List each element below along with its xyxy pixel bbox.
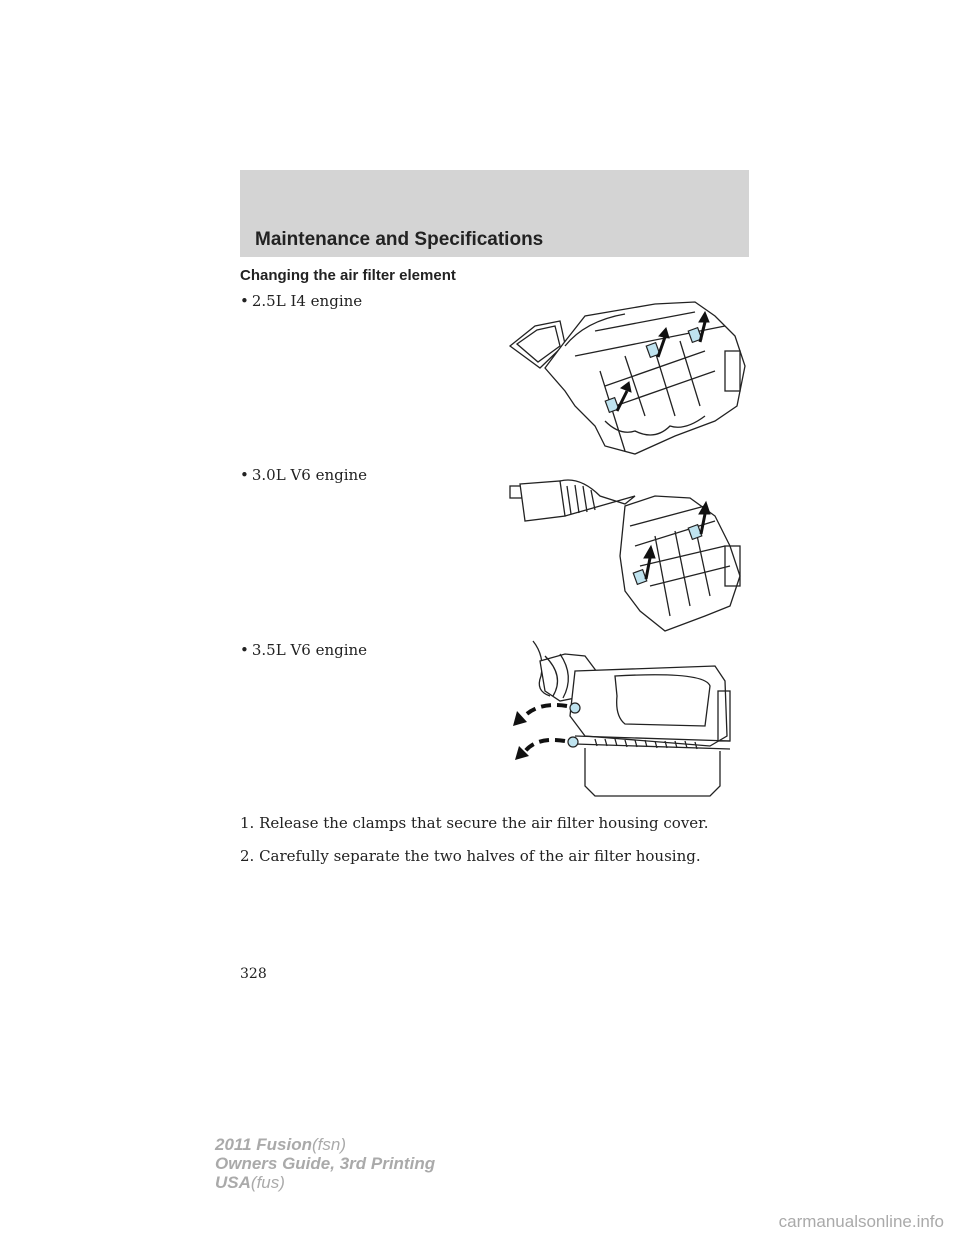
air-filter-housing-3-0l-illustration xyxy=(505,476,755,636)
bullet-label: 3.5L V6 engine xyxy=(251,641,368,659)
footer-line-2 xyxy=(215,1155,435,1173)
footer-line-1 xyxy=(215,1136,346,1154)
bullet-symbol: • xyxy=(240,292,249,310)
bullet-label: 2.5L I4 engine xyxy=(251,292,363,310)
footer-model: 2011 Fusion xyxy=(215,1135,312,1154)
footer-guide: Owners Guide, 3rd Printing xyxy=(215,1154,436,1173)
instruction-step: 2. Carefully separate the two halves of the air filter housing. xyxy=(240,847,701,865)
bullet-item xyxy=(240,292,362,310)
bullet-label: 3.0L V6 engine xyxy=(251,466,368,484)
footer-model-code: (fsn) xyxy=(312,1135,346,1154)
bullet-symbol: • xyxy=(240,466,249,484)
footer-region: USA xyxy=(215,1173,251,1192)
air-filter-housing-3-5l-illustration xyxy=(505,636,755,806)
bullet-symbol: • xyxy=(240,641,249,659)
footer-region-code: (fus) xyxy=(250,1173,285,1192)
section-title: Maintenance and Specifications xyxy=(255,229,544,250)
footer-line-3 xyxy=(215,1174,285,1192)
instruction-step: 1. Release the clamps that secure the air filter housing cover. xyxy=(240,814,709,832)
subheading: Changing the air filter element xyxy=(240,267,456,284)
air-filter-housing-2-5l-illustration xyxy=(505,296,755,458)
watermark: carmanualsonline.info xyxy=(778,1212,944,1231)
bullet-item xyxy=(240,466,367,484)
page-number: 328 xyxy=(240,966,267,982)
bullet-item xyxy=(240,641,367,659)
